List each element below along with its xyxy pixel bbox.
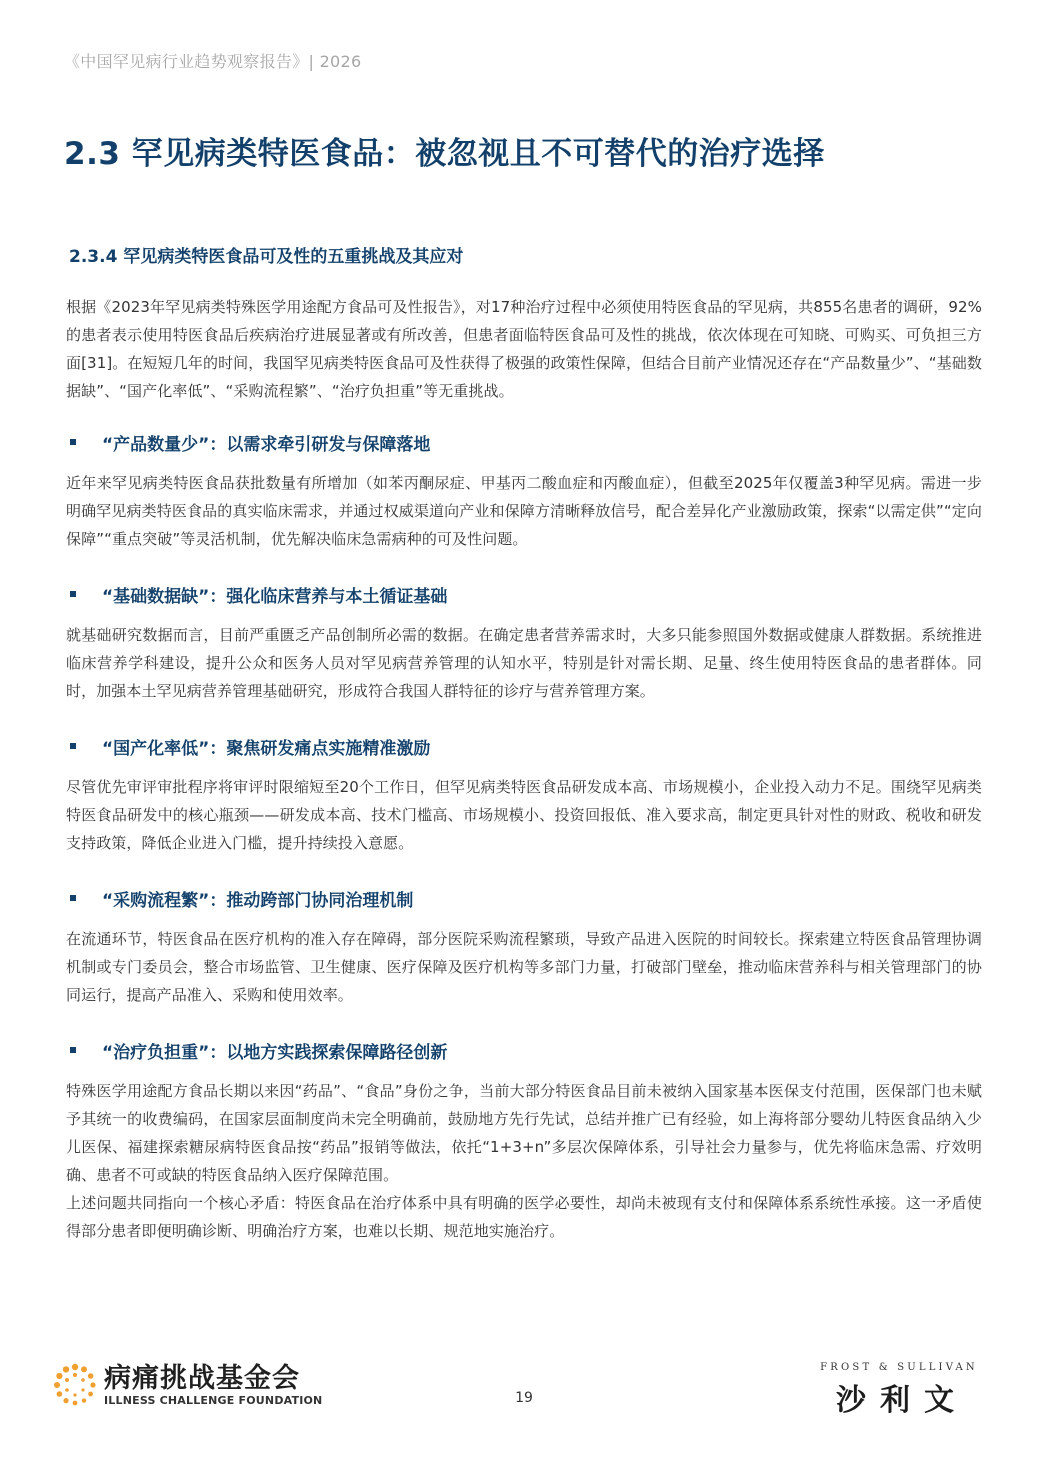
main-content xyxy=(66,242,982,1245)
bullet-heading xyxy=(66,885,982,911)
bullet-square-icon xyxy=(70,743,76,749)
section-body: 就基础研究数据而言，目前严重匮乏产品创制所必需的数据。在确定患者营养需求时，大多只能参照国外数据或健康人群数据。系统推进临床营养学科建设，提升公众和医务人员对罕见病营养管理的认知水平，特别是针对需长期、足量、终生使用特医食品的患者群体。同时，加强本土罕见病营养管理基础研究，形成符合我国人群特征的诊疗与营养管理方案。 xyxy=(66,626,982,700)
bullet-heading xyxy=(66,581,982,607)
bullet-heading-text: “采购流程繁”：推动跨部门协同治理机制 xyxy=(102,890,414,911)
frost-sullivan-logo xyxy=(806,1362,992,1418)
bullet-heading xyxy=(66,733,982,759)
bullet-heading-text: “产品数量少”：以需求牵引研发与保障落地 xyxy=(102,434,431,455)
bullet-heading-text: “国产化率低”：聚焦研发痛点实施精准激励 xyxy=(102,738,431,759)
bullet-heading-text: “基础数据缺”：强化临床营养与本土循证基础 xyxy=(102,586,448,607)
report-header: 《中国罕见病行业趋势观察报告》| 2026 xyxy=(64,52,362,71)
page-title: 2.3 罕见病类特医食品：被忽视且不可替代的治疗选择 xyxy=(64,136,825,172)
section-basic-data xyxy=(66,581,982,705)
section-body: 近年来罕见病类特医食品获批数量有所增加（如苯丙酮尿症、甲基丙二酸血症和丙酸血症），但截至2025年仅覆盖3种罕见病。需进一步明确罕见病类特医食品的真实临床需求，并通过权威渠道向产业和保障方清晰释放信号，配合差异化产业激励政策，探索“以需定供”“定向保障”“重点突破”等灵活机制，优先解决临床急需病种的可及性问题。 xyxy=(66,474,982,548)
section-treatment-burden xyxy=(66,1037,982,1189)
section-localization-rate xyxy=(66,733,982,857)
foundation-name-cn: 病痛挑战基金会 xyxy=(104,1362,300,1394)
frost-sullivan-name-cn: 沙利文 xyxy=(836,1383,968,1418)
foundation-name-en: ILLNESS CHALLENGE FOUNDATION xyxy=(104,1393,323,1407)
bullet-square-icon xyxy=(70,895,76,901)
intro-paragraph: 根据《2023年罕见病类特殊医学用途配方食品可及性报告》，对17种治疗过程中必须使用特医食品的罕见病，共855名患者的调研，92%的患者表示使用特医食品后疾病治疗进展显著或有所改善，但患者面临特医食品可及性的挑战，依次体现在可知晓、可购买、可负担三方面[31]。在短短几年的时间，我国罕见病类特医食品可及性获得了极强的政策性保障，但结合目前产业情况还存在“产品数量少”、“基础数据缺”、“国产化率低”、“采购流程繁”、“治疗负担重”等无重挑战。 xyxy=(66,298,982,400)
bullet-square-icon xyxy=(70,1047,76,1053)
section-product-quantity xyxy=(66,429,982,553)
sunburst-logo-icon xyxy=(52,1362,98,1408)
conclusion-paragraph: 上述问题共同指向一个核心矛盾：特医食品在治疗体系中具有明确的医学必要性，却尚未被现有支付和保障体系系统性承接。这一矛盾使得部分患者即便明确诊断、明确治疗方案，也难以长期、规范地实施治疗。 xyxy=(66,1194,982,1240)
section-body: 特殊医学用途配方食品长期以来因“药品”、“食品”身份之争，当前大部分特医食品目前未被纳入国家基本医保支付范围，医保部门也未赋予其统一的收费编码，在国家层面制度尚未完全明确前，鼓励地方先行先试，总结并推广已有经验，如上海将部分婴幼儿特医食品纳入少儿医保、福建探索糖尿病特医食品按“药品”报销等做法，依托“1+3+n”多层次保障体系，引导社会力量参与，优先将临床急需、疗效明确、患者不可或缺的特医食品纳入医疗保障范围。 xyxy=(66,1082,982,1184)
bullet-heading xyxy=(66,1037,982,1063)
frost-sullivan-name-en: FROST & SULLIVAN xyxy=(820,1362,978,1373)
bullet-square-icon xyxy=(70,439,76,445)
bullet-heading xyxy=(66,429,982,455)
illness-challenge-foundation-logo xyxy=(52,1360,352,1410)
section-subtitle: 2.3.4 罕见病类特医食品可及性的五重挑战及其应对 xyxy=(69,247,464,267)
section-procurement xyxy=(66,885,982,1009)
bullet-heading-text: “治疗负担重”：以地方实践探索保障路径创新 xyxy=(102,1042,448,1063)
page-number: 19 xyxy=(515,1390,533,1406)
section-body: 尽管优先审评审批程序将审评时限缩短至20个工作日，但罕见病类特医食品研发成本高、市场规模小，企业投入动力不足。围绕罕见病类特医食品研发中的核心瓶颈——研发成本高、技术门槛高、市场规模小、投资回报低、准入要求高，制定更具针对性的财政、税收和研发支持政策，降低企业进入门槛，提升持续投入意愿。 xyxy=(66,778,982,852)
section-body: 在流通环节，特医食品在医疗机构的准入存在障碍，部分医院采购流程繁琐，导致产品进入医院的时间较长。探索建立特医食品管理协调机制或专门委员会，整合市场监管、卫生健康、医疗保障及医疗机构等多部门力量，打破部门壁垒，推动临床营养科与相关管理部门的协同运行，提高产品准入、采购和使用效率。 xyxy=(66,930,982,1004)
bullet-square-icon xyxy=(70,591,76,597)
